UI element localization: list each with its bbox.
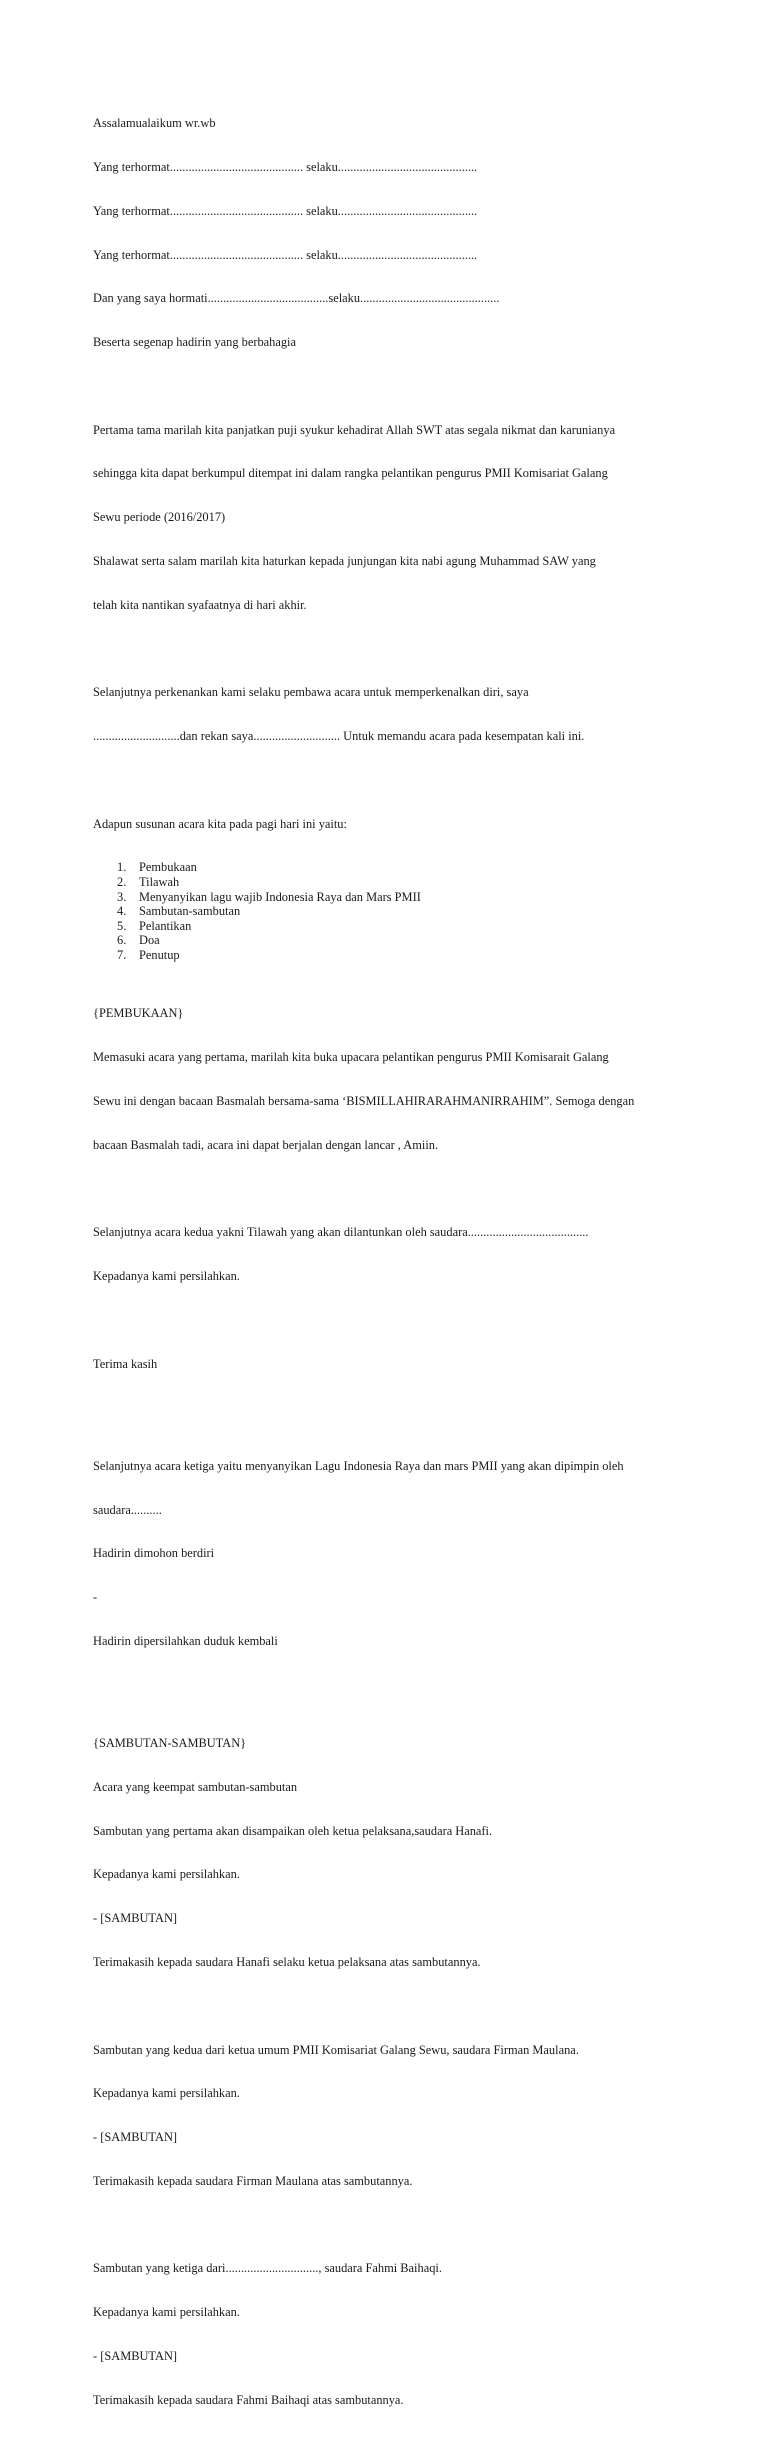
sambutan-section-2: Sambutan yang kedua dari ketua umum PMII Komisariat Galang Sewu, saudara Firman Maulana. Kepadanya kami persilahkan. - [SAMBUTAN] Terimakasih kepada saudara Firman Maulana atas sambutannya. (93, 2042, 579, 2188)
spacer (93, 1182, 713, 1197)
respect-line: Yang terhormat........................................... selaku............................................. (93, 247, 478, 262)
agenda-item: 6. Doa (117, 933, 160, 948)
agenda-item: 3. Menyanyikan lagu wajib Indonesia Raya dan Mars PMII (117, 889, 421, 904)
intro-paragraph: Pertama tama marilah kita panjatkan puji syukur kehadirat Allah SWT atas segala nikmat dan karunianya sehingga kita dapat berkumpul ditempat ini dalam rangka pelantikan pengurus PMII Komisariat Galang Sewu periode (2016/2017) Shalawat serta salam marilah kita haturkan kepada junjungan kita nabi agung Muhammad SAW yang telah kita nantikan syafaatnya di hari akhir. (93, 422, 616, 612)
thanks-line: Terima kasih (93, 1356, 158, 1371)
respect-line: Beserta segenap hadirin yang berbahagia (93, 335, 296, 350)
agenda-item: 7. Penutup (117, 948, 180, 963)
spacer (93, 642, 713, 657)
spacer (93, 2218, 713, 2233)
respect-line: Yang terhormat........................................... selaku............................................. (93, 203, 478, 218)
agenda-heading: Adapun susunan acara kita pada pagi hari ini yaitu: (93, 816, 347, 831)
mc-introduction: Selanjutnya perkenankan kami selaku pembawa acara untuk memperkenalkan diri, saya ............................dan rekan saya............................ Untuk memandu acara pada kesempatan kali ini. (93, 685, 585, 744)
spacer (93, 1313, 713, 1328)
opening-salam: Assalamualaikum wr.wb Yang terhormat........................................... selaku............................................. Yang terhormat........................................... selaku............................................. Yang terhormat........................................... selaku............................................. Dan yang saya hormati.......................................selaku............................................. Beserta segenap hadirin yang berbahagia (93, 87, 713, 379)
document-body (93, 87, 713, 2437)
respect-line: Yang terhormat........................................... selaku............................................. (93, 159, 478, 174)
spacer (93, 773, 713, 788)
lagu-section: Selanjutnya acara ketiga yaitu menyanyikan Lagu Indonesia Raya dan mars PMII yang akan dipimpin oleh saudara.......... Hadirin dimohon berdiri - Hadirin dipersilahkan duduk kembali (93, 1458, 624, 1648)
agenda-item: 1. Pembukaan (117, 860, 197, 875)
section-heading: {PEMBUKAAN} (93, 1006, 184, 1021)
agenda-item: 4. Sambutan-sambutan (117, 904, 241, 919)
sambutan-section-3: Sambutan yang ketiga dari.............................., saudara Fahmi Baihaqi. Kepadanya kami persilahkan. - [SAMBUTAN] Terimakasih kepada saudara Fahmi Baihaqi atas sambutannya. (93, 2261, 442, 2407)
agenda-list (93, 860, 713, 962)
respect-line: Dan yang saya hormati.......................................selaku............................................. (93, 291, 500, 306)
spacer (93, 1400, 713, 1429)
agenda-item: 5. Pelantikan (117, 918, 192, 933)
spacer (93, 963, 713, 978)
tilawah-section: Selanjutnya acara kedua yakni Tilawah yang akan dilantunkan oleh saudara....................................... Kepadanya kami persilahkan. (93, 1225, 589, 1284)
agenda-item: 2. Tilawah (117, 875, 180, 890)
sambutan-section-1: {SAMBUTAN-SAMBUTAN} Acara yang keempat sambutan-sambutan Sambutan yang pertama akan disampaikan oleh ketua pelaksana,saudara Hanafi. Kepadanya kami persilahkan. - [SAMBUTAN] Terimakasih kepada saudara Hanafi selaku ketua pelaksana atas sambutannya. (93, 1707, 713, 1999)
spacer (93, 379, 713, 394)
spacer (93, 1999, 713, 2014)
spacer (93, 1678, 713, 1707)
pembukaan-section: {PEMBUKAAN} Memasuki acara yang pertama, marilah kita buka upacara pelantikan pengurus PMII Komisarait Galang Sewu ini dengan bacaan Basmalah bersama-sama ‘BISMILLAHIRARAHMANIRRAHIM”. Semoga dengan bacaan Basmalah tadi, acara ini dapat berjalan dengan lancar , Amiin. (93, 977, 713, 1181)
section-heading: {SAMBUTAN-SAMBUTAN} (93, 1736, 247, 1751)
